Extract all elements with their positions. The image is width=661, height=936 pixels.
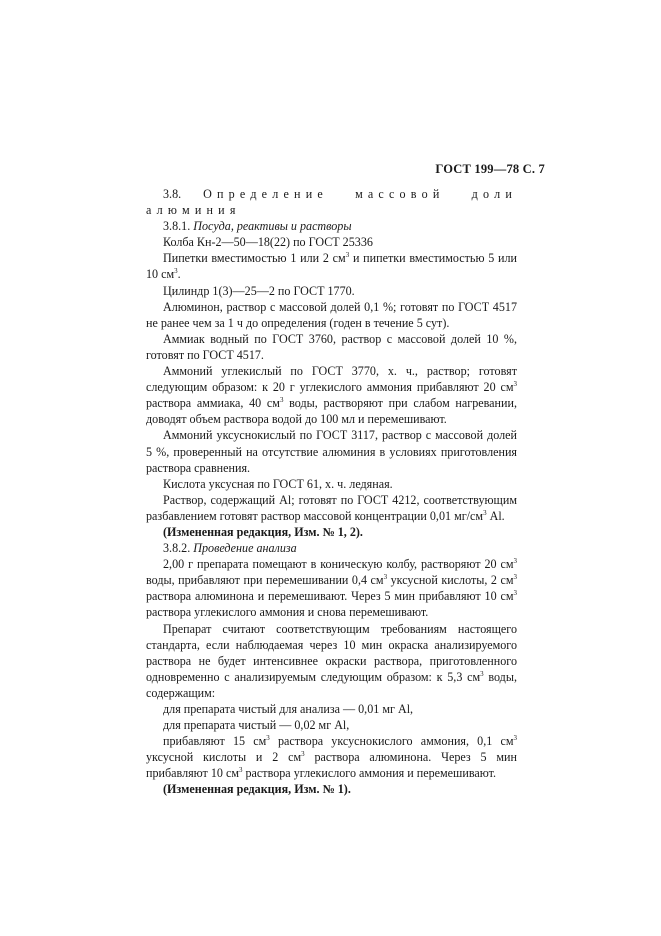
item-ammoniy-uksusnokisly: Аммоний уксуснокислый по ГОСТ 3117, раствор с массовой долей 5 %, проверенный на отсутствие алюминия в условиях приготовления раствора сравнения. [146, 428, 517, 475]
text-fragment: 2,00 г препарата помещают в коническую колбу, растворяют 20 см [163, 557, 514, 572]
analysis-paragraph-2 [146, 621, 517, 701]
text-fragment: Пипетки вместимостью 1 или 2 см [163, 251, 346, 266]
superscript: 3 [279, 396, 284, 405]
section-number: 3.8. [163, 187, 182, 201]
text-fragment: раствора аммиака, 40 см [146, 396, 280, 411]
item-kolba: Колба Кн-2—50—18(22) по ГОСТ 25336 [163, 235, 373, 250]
item-pipetki [146, 250, 517, 282]
text-fragment: раствора углекислого аммония и перемешивают. [242, 766, 497, 781]
superscript: 3 [301, 750, 305, 759]
document-body [146, 186, 517, 798]
analysis-paragraph-3 [146, 733, 517, 781]
superscript: 3 [480, 669, 484, 678]
superscript: 3 [266, 734, 270, 743]
superscript: 3 [238, 766, 243, 775]
section-title: Определение массовой доли алюминия [146, 187, 517, 218]
text-fragment: и пипетки вместимостью 5 или 10 см [146, 251, 518, 282]
section-heading [146, 186, 517, 218]
amendment-note-1: (Измененная редакция, Изм. № 1, 2). [163, 524, 363, 539]
page-header: ГОСТ 199—78 С. 7 [435, 162, 545, 176]
text-fragment: раствора алюминона. Через 5 мин прибавляют 10 см [146, 750, 517, 781]
superscript: 3 [174, 267, 178, 276]
text-fragment: воды, растворяют при слабом нагревании, доводят объем раствора водой до 100 мл и перемешивают. [146, 396, 517, 427]
superscript: 3 [513, 557, 517, 566]
item-kislota: Кислота уксусная по ГОСТ 61, х. ч. ледяная. [163, 476, 393, 491]
item-cilindr: Цилиндр 1(3)—25—2 по ГОСТ 1770. [163, 283, 355, 298]
subsection-title: Посуда, реактивы и растворы [193, 219, 352, 234]
superscript: 3 [513, 589, 517, 598]
superscript: 3 [513, 380, 517, 389]
amendment-note-2: (Измененная редакция, Изм. № 1). [163, 782, 351, 797]
text-fragment: раствора углекислого аммония и снова перемешивают. [146, 605, 429, 620]
item-aluminon: Алюминон, раствор с массовой долей 0,1 %; готовят по ГОСТ 4517 не ранее чем за 1 ч до определения (годен в течение 5 сут). [146, 299, 517, 330]
superscript: 3 [513, 734, 517, 743]
subsection-title: Проведение анализа [193, 541, 297, 556]
text-fragment: уксусной кислоты и 2 см [146, 750, 302, 765]
analysis-paragraph-1 [146, 556, 517, 620]
subsection-number: 3.8.2. [163, 541, 191, 556]
text-fragment: Al. [486, 508, 505, 523]
superscript: 3 [513, 573, 518, 582]
text-fragment: уксусной кислоты, 2 см [387, 573, 514, 588]
text-fragment: воды, прибавляют при перемешивании 0,4 см [146, 573, 384, 588]
superscript: 3 [383, 573, 388, 582]
subsection-heading-382 [146, 540, 517, 556]
text-fragment: Аммоний углекислый по ГОСТ 3770, х. ч., раствор; готовят следующим образом: к 20 г углекислого аммония прибавляют 20 см [146, 364, 517, 395]
text-fragment: раствора алюминона и перемешивают. Через 5 мин прибавляют 10 см [146, 589, 514, 604]
item-ammiak: Аммиак водный по ГОСТ 3760, раствор с массовой долей 10 %, готовят по ГОСТ 4517. [146, 331, 517, 362]
item-ammoniy-uglekisly [146, 363, 517, 427]
text-fragment: раствора уксуснокислого аммония, 0,1 см [269, 734, 514, 749]
text-fragment: Раствор, содержащий Al; готовят по ГОСТ 4212, соответствующим разбавлением готовят раствор массовой концентрации 0,01 мг/см [146, 492, 517, 523]
text-fragment: Препарат считают соответствующим требованиям настоящего стандарта, если наблюдаемая через 10 мин окраска анализируемого раствора не будет интенсивнее окраски раствора, приготовленного одновременно с анализируемым следующим образом: к 5,3 см [146, 621, 517, 684]
subsection-number: 3.8.1. [163, 219, 191, 234]
subsection-heading-381 [146, 218, 517, 234]
superscript: 3 [483, 508, 487, 517]
analysis-line-2: для препарата чистый — 0,02 мг Al, [163, 718, 350, 733]
analysis-line-1: для препарата чистый для анализа — 0,01 мг Al, [163, 702, 414, 716]
text-fragment: . [177, 267, 181, 282]
text-fragment: воды, содержащим: [146, 669, 517, 700]
text-fragment: прибавляют 15 см [163, 734, 267, 749]
superscript: 3 [345, 251, 350, 260]
item-rastvor-al [146, 492, 517, 524]
